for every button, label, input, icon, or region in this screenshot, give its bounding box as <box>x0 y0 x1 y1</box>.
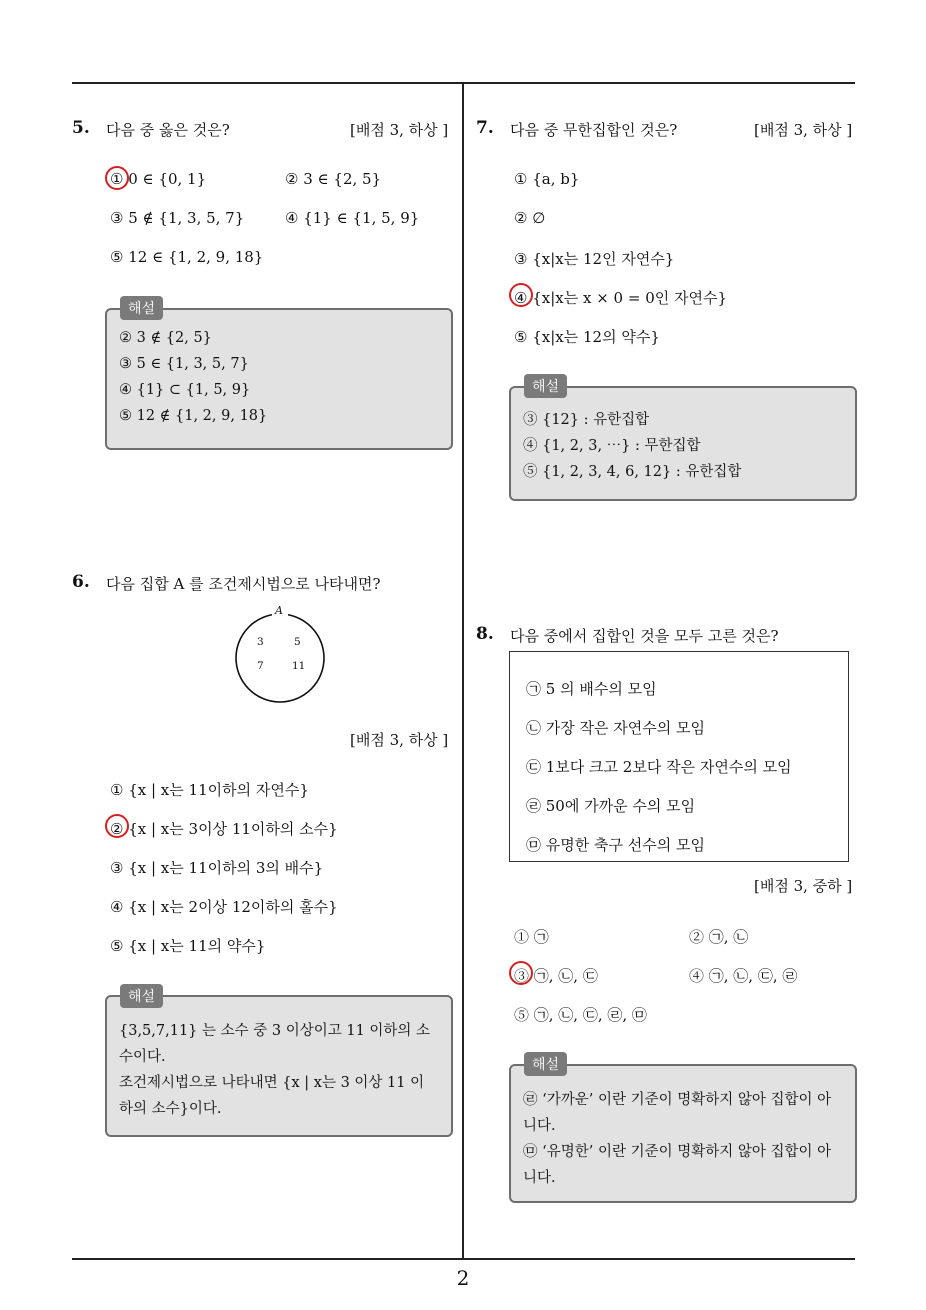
question-text: 다음 집합 A 를 조건제시법으로 나타내면? <box>106 575 381 593</box>
venn-element: 11 <box>292 660 306 672</box>
choice-4[interactable]: ④ {1} ∈ {1, 5, 9} <box>285 209 420 227</box>
score-label: [배점 3, 중하 ] <box>754 877 853 895</box>
venn-set-label: A <box>275 604 283 617</box>
choice-1[interactable]: ① {a, b} <box>514 170 580 188</box>
score-label: [배점 3, 하상 ] <box>754 121 853 139</box>
choice-2[interactable]: ② ∅ <box>514 209 546 227</box>
solution-tag: 해설 <box>120 296 163 320</box>
question-number: 5. <box>72 118 90 138</box>
venn-diagram <box>230 604 330 704</box>
question-text: 다음 중에서 집합인 것을 모두 고른 것은? <box>510 627 779 645</box>
choice-3[interactable]: ③ ㉠, ㉡, ㉢ <box>514 967 598 985</box>
choice-1[interactable]: ① {x | x는 11이하의 자연수} <box>110 781 309 799</box>
venn-element: 3 <box>257 636 264 648</box>
choice-1[interactable]: ① ㉠ <box>514 928 549 946</box>
solution-line: 조건제시법으로 나타내면 {x | x는 3 이상 11 이 <box>119 1075 425 1091</box>
solution-tag: 해설 <box>524 1052 567 1076</box>
choice-4[interactable]: ④ {x|x는 x × 0 = 0인 자연수} <box>514 289 728 307</box>
choice-4[interactable]: ④ ㉠, ㉡, ㉢, ㉣ <box>689 967 798 985</box>
choice-2[interactable]: ② 3 ∈ {2, 5} <box>285 170 382 188</box>
venn-circle <box>230 604 330 704</box>
venn-element: 7 <box>257 660 264 672</box>
choice-3[interactable]: ③ {x|x는 12인 자연수} <box>514 250 675 268</box>
choice-5[interactable]: ⑤ ㉠, ㉡, ㉢, ㉣, ㉤ <box>514 1006 647 1024</box>
solution-line: ② 3 ∉ {2, 5} <box>119 330 212 346</box>
solution-line: ③ 5 ∈ {1, 3, 5, 7} <box>119 356 249 372</box>
solution-tag: 해설 <box>524 374 567 398</box>
choice-4[interactable]: ④ {x | x는 2이상 12이하의 홀수} <box>110 898 338 916</box>
solution-line: 하의 소수}이다. <box>119 1101 222 1117</box>
score-label: [배점 3, 하상 ] <box>350 121 449 139</box>
solution-line: ④ {1} ⊂ {1, 5, 9} <box>119 382 251 398</box>
score-label: [배점 3, 하상 ] <box>350 731 449 749</box>
question-number: 7. <box>476 118 494 138</box>
solution-line: ④ {1, 2, 3, ⋯} : 무한집합 <box>523 438 701 454</box>
choice-5[interactable]: ⑤ 12 ∈ {1, 2, 9, 18} <box>110 248 264 266</box>
solution-box <box>105 995 453 1137</box>
solution-line: 수이다. <box>119 1049 166 1065</box>
bottom-rule <box>72 1258 855 1260</box>
choice-1[interactable]: ① 0 ∈ {0, 1} <box>110 170 207 188</box>
solution-box <box>105 308 453 450</box>
column-divider <box>462 84 464 1258</box>
venn-element: 5 <box>294 636 301 648</box>
solution-box <box>509 1064 857 1203</box>
item: ㉡ 가장 작은 자연수의 모임 <box>526 719 705 737</box>
choice-5[interactable]: ⑤ {x | x는 11의 약수} <box>110 937 266 955</box>
page-number: 2 <box>456 1266 470 1290</box>
item: ㉤ 유명한 축구 선수의 모임 <box>526 836 705 854</box>
item-box <box>509 651 849 862</box>
solution-line: 니다. <box>523 1170 556 1186</box>
solution-tag: 해설 <box>120 984 163 1008</box>
solution-box <box>509 386 857 501</box>
question-number: 6. <box>72 572 90 592</box>
solution-line: ㉣ ‘가까운’ 이란 기준이 명확하지 않아 집합이 아 <box>523 1092 832 1108</box>
question-number: 8. <box>476 624 494 644</box>
item: ㉠ 5 의 배수의 모임 <box>526 680 657 698</box>
choice-5[interactable]: ⑤ {x|x는 12의 약수} <box>514 328 660 346</box>
solution-line: ㉤ ‘유명한’ 이란 기준이 명확하지 않아 집합이 아 <box>523 1144 832 1160</box>
item: ㉢ 1보다 크고 2보다 작은 자연수의 모임 <box>526 758 792 776</box>
solution-line: ⑤ {1, 2, 3, 4, 6, 12} : 유한집합 <box>523 464 742 480</box>
solution-line: 니다. <box>523 1118 556 1134</box>
choice-3[interactable]: ③ 5 ∉ {1, 3, 5, 7} <box>110 209 245 227</box>
choice-3[interactable]: ③ {x | x는 11이하의 3의 배수} <box>110 859 324 877</box>
solution-line: ⑤ 12 ∉ {1, 2, 9, 18} <box>119 408 268 424</box>
solution-line: {3,5,7,11} 는 소수 중 3 이상이고 11 이하의 소 <box>119 1023 431 1039</box>
question-text: 다음 중 옳은 것은? <box>106 121 230 139</box>
solution-line: ③ {12} : 유한집합 <box>523 412 650 428</box>
choice-2[interactable]: ② ㉠, ㉡ <box>689 928 749 946</box>
item: ㉣ 50에 가까운 수의 모임 <box>526 797 696 815</box>
question-text: 다음 중 무한집합인 것은? <box>510 121 678 139</box>
choice-2[interactable]: ② {x | x는 3이상 11이하의 소수} <box>110 820 338 838</box>
